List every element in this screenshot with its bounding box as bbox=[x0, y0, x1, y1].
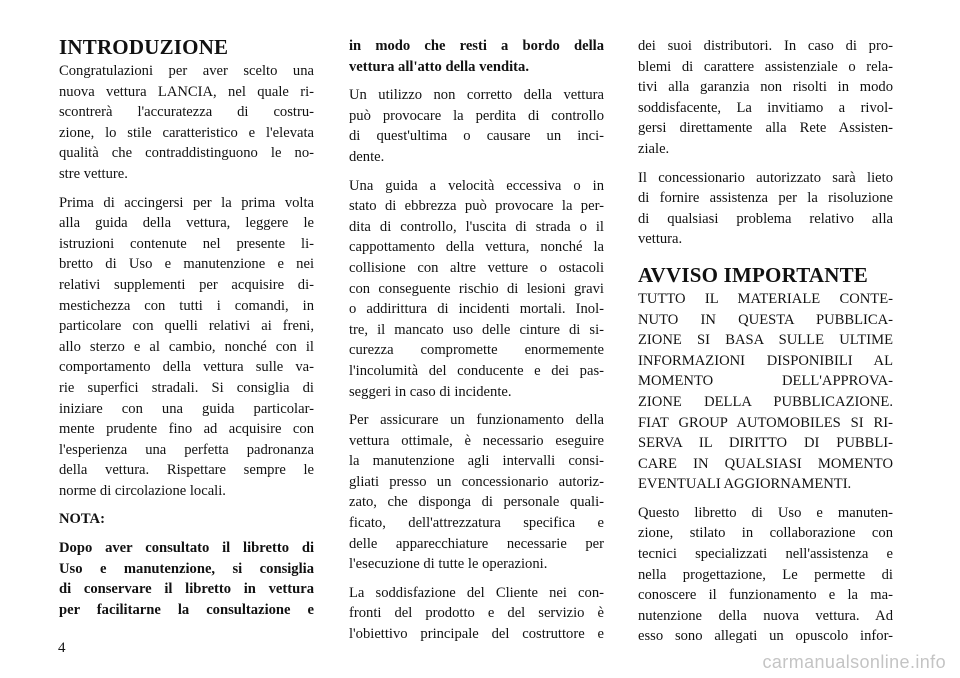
text-line: mente prudente fino ad acquisire con bbox=[59, 421, 314, 438]
text-line: comportamento della vettura sulle va- bbox=[59, 359, 314, 376]
text-line: allo sterzo e al cambio, nonché con il bbox=[59, 338, 314, 355]
text-line: di fornire assistenza per la risoluzione bbox=[638, 190, 893, 207]
text-line: qualità che contraddistinguono le no- bbox=[59, 145, 314, 162]
text-line: l'obiettivo principale del costruttore e bbox=[349, 626, 604, 643]
text-line: ZIONE DELLA PUBBLICAZIONE. bbox=[638, 393, 893, 410]
text-line: esso sono allegati un opuscolo infor- bbox=[638, 628, 893, 645]
text-line: soddisfacente, La invitiamo a rivol- bbox=[638, 99, 893, 116]
text-line: zato, che disponga di personale quali- bbox=[349, 494, 604, 511]
text-line: Prima di accingersi per la prima volta bbox=[59, 194, 314, 211]
text-line: dita di controllo, l'uscita di strada o il bbox=[349, 218, 604, 235]
paragraph-funzionamento-ottimale bbox=[349, 410, 604, 575]
text-line: istruzioni contenute nel presente li- bbox=[59, 235, 314, 252]
section-heading-introduzione: INTRODUZIONE bbox=[59, 35, 229, 59]
text-line: con conseguente rischio di lesioni gravi bbox=[349, 280, 604, 297]
text-line: di quest'ultima o causare un inci- bbox=[349, 128, 604, 145]
text-line: ziale. bbox=[638, 140, 670, 157]
text-line: curezza compromette enormemente bbox=[349, 342, 604, 359]
paragraph-congratulazioni bbox=[59, 61, 314, 185]
text-line: scontrerà l'accuratezza di costru- bbox=[59, 104, 314, 121]
text-line: vettura. bbox=[638, 231, 683, 248]
text-line: relativi supplementi per acquisire di- bbox=[59, 276, 314, 293]
text-line: stato di ebbrezza può provocare la per- bbox=[349, 198, 604, 215]
text-line: mestichezza con tutti i comandi, in bbox=[59, 297, 314, 314]
text-line: tivi alla garanzia non risolti in modo bbox=[638, 79, 893, 96]
paragraph-guida-velocita bbox=[349, 176, 604, 403]
text-line: nuova vettura LANCIA, nel quale ri- bbox=[59, 83, 314, 100]
text-line: di qualsiasi problema relativo alla bbox=[638, 210, 893, 227]
paragraph-distributori bbox=[638, 36, 893, 160]
text-line: zione, stilato in collaborazione con bbox=[638, 525, 893, 542]
text-line: iniziare con una guida particolar- bbox=[59, 400, 314, 417]
paragraph-concessionario bbox=[638, 168, 893, 250]
text-line: alla guida della vettura, leggere le bbox=[59, 215, 314, 232]
text-line: ficato, dell'attrezzatura specifica e bbox=[349, 515, 604, 532]
text-line: zione, lo stile caratteristico e l'elevata bbox=[59, 124, 314, 141]
text-line: l'esperienza una perfetta padronanza bbox=[59, 441, 314, 458]
text-line: l'esecuzione di tutte le operazioni. bbox=[349, 556, 548, 573]
text-line: MOMENTO DELL'APPROVA- bbox=[638, 373, 893, 390]
paragraph-caps-notice bbox=[638, 289, 893, 495]
text-line: può provocare la perdita di controllo bbox=[349, 107, 604, 124]
text-line: tre, il mancato uso delle cinture di si- bbox=[349, 321, 604, 338]
text-line: l'incolumità del conducente e dei pas- bbox=[349, 362, 604, 379]
text-line: collisione con altre vetture o ostacoli bbox=[349, 259, 604, 276]
text-line: vettura ottimale, è necessario eseguire bbox=[349, 432, 604, 449]
text-line: bretto di Uso e manutenzione e nei bbox=[59, 256, 314, 273]
text-line: TUTTO IL MATERIALE CONTE- bbox=[638, 290, 893, 307]
text-line: in modo che resti a bordo della bbox=[349, 38, 604, 54]
text-line: La soddisfazione del Cliente nei con- bbox=[349, 584, 604, 601]
watermark: carmanualsonline.info bbox=[762, 652, 946, 672]
text-line: conoscere il funzionamento e la ma- bbox=[638, 587, 893, 604]
text-line: o addirittura di incidenti mortali. Inol- bbox=[349, 301, 604, 318]
text-line: Questo libretto di Uso e manuten- bbox=[638, 504, 893, 521]
paragraph-utilizzo-non-corretto bbox=[349, 85, 604, 167]
column-right bbox=[638, 36, 893, 647]
paragraph-prima-di-accingersi bbox=[59, 193, 314, 502]
paragraph-soddisfazione-cliente bbox=[349, 583, 604, 645]
paragraph-nota-bold-continued bbox=[349, 36, 604, 77]
text-line: norme di circolazione locali. bbox=[59, 482, 226, 499]
text-line: della vettura. Rispettare sempre le bbox=[59, 462, 314, 479]
text-line: EVENTUALI AGGIORNAMENTI. bbox=[638, 476, 852, 493]
text-line: Per assicurare un funzionamento della bbox=[349, 412, 604, 429]
column-left bbox=[59, 36, 314, 620]
text-line: stre vetture. bbox=[59, 165, 128, 182]
text-line: seggeri in caso di incidente. bbox=[349, 383, 512, 400]
nota-label: NOTA: bbox=[59, 511, 105, 528]
text-line: Il concessionario autorizzato sarà lieto bbox=[638, 169, 893, 186]
text-line: INFORMAZIONI DISPONIBILI AL bbox=[638, 352, 893, 369]
text-line: Una guida a velocità eccessiva o in bbox=[349, 177, 604, 194]
page-number: 4 bbox=[58, 640, 66, 656]
text-line: CARE IN QUALSIASI MOMENTO bbox=[638, 455, 893, 472]
text-line: cappottamento della vettura, nonché la bbox=[349, 239, 604, 256]
column-middle bbox=[349, 36, 604, 645]
text-line: ZIONE SI BASA SULLE ULTIME bbox=[638, 332, 893, 349]
text-line: rie superfici stradali. Si consiglia di bbox=[59, 379, 314, 396]
text-line: NUTO IN QUESTA PUBBLICA- bbox=[638, 311, 893, 328]
text-line: nutenzione della nuova vettura. Ad bbox=[638, 607, 893, 624]
text-line: FIAT GROUP AUTOMOBILES SI RI- bbox=[638, 414, 893, 431]
text-line: per facilitarne la consultazione e bbox=[59, 601, 314, 618]
text-line: Dopo aver consultato il libretto di bbox=[59, 540, 314, 557]
paragraph-nota-bold bbox=[59, 538, 314, 620]
text-line: Uso e manutenzione, si consiglia bbox=[59, 560, 314, 577]
text-line: vettura all'atto della vendita. bbox=[349, 58, 529, 75]
text-line: particolare con quelli relativi ai freni, bbox=[59, 318, 314, 335]
paragraph-questo-libretto bbox=[638, 503, 893, 647]
text-line: la manutenzione agli intervalli consi- bbox=[349, 453, 604, 470]
section-heading-avviso-importante: AVVISO IMPORTANTE bbox=[638, 262, 869, 287]
text-line: gliati presso un concessionario autoriz- bbox=[349, 473, 604, 490]
text-line: Un utilizzo non corretto della vettura bbox=[349, 87, 604, 104]
text-line: tecnici specializzati nell'assistenza e bbox=[638, 546, 893, 563]
text-line: Congratulazioni per aver scelto una bbox=[59, 63, 314, 79]
text-line: gersi direttamente alla Rete Assisten- bbox=[638, 120, 893, 137]
text-line: di conservare il libretto in vettura bbox=[59, 581, 314, 598]
text-line: dei suoi distributori. In caso di pro- bbox=[638, 38, 893, 54]
text-line: dente. bbox=[349, 148, 385, 165]
text-line: delle apparecchiature necessarie per bbox=[349, 535, 604, 552]
text-line: blemi di carattere assistenziale o rela- bbox=[638, 58, 893, 75]
text-line: fronti del prodotto e del servizio è bbox=[349, 605, 604, 622]
text-line: nella progettazione, Le permette di bbox=[638, 566, 893, 583]
text-line: SERVA IL DIRITTO DI PUBBLI- bbox=[638, 435, 893, 452]
